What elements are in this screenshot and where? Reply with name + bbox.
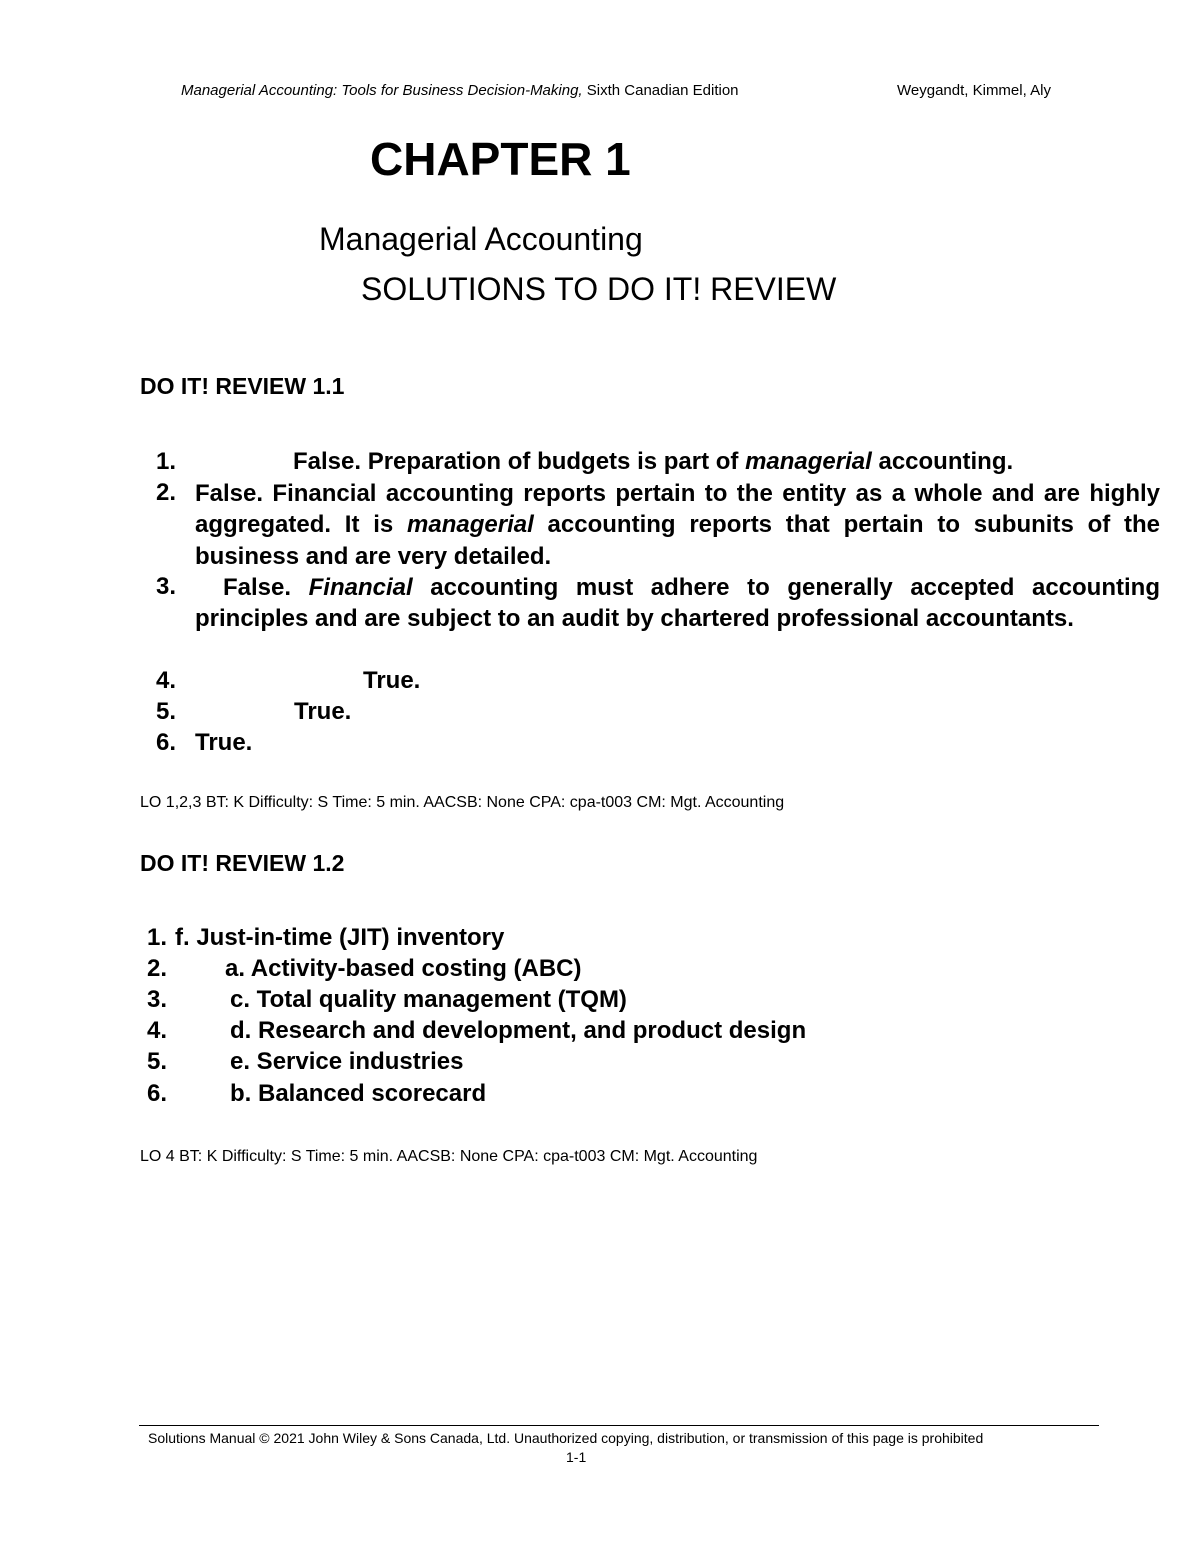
item-number: 3. bbox=[156, 573, 177, 600]
running-header-authors: Weygandt, Kimmel, Aly bbox=[897, 82, 1051, 99]
item-number: 5. bbox=[147, 1048, 168, 1075]
edition: Sixth Canadian Edition bbox=[582, 82, 739, 99]
item-text: e. Service industries bbox=[230, 1048, 464, 1075]
item-text: True. bbox=[195, 729, 253, 756]
item-number: 5. bbox=[156, 698, 177, 725]
item-text: c. Total quality management (TQM) bbox=[230, 986, 627, 1013]
footer-divider bbox=[139, 1425, 1099, 1426]
item-number: 4. bbox=[156, 667, 177, 694]
review-1-2-item-1 bbox=[0, 924, 1200, 955]
item-number: 6. bbox=[147, 1080, 168, 1107]
section-title: SOLUTIONS TO DO IT! REVIEW bbox=[361, 271, 837, 307]
running-header-title bbox=[181, 82, 739, 99]
review-1-2-item-3 bbox=[0, 986, 1200, 1017]
item-number: 2. bbox=[156, 479, 177, 506]
item-number: 1. bbox=[156, 448, 177, 475]
review-1-1-item-3-text: False. Financial accounting must adhere to generally accepted accounting principles and are subject to an audit by chartered professional accountants. bbox=[195, 574, 1160, 633]
footer-copyright: Solutions Manual © 2021 John Wiley & Sons Canada, Ltd. Unauthorized copying, distribution, or transmission of this page is prohibited bbox=[148, 1430, 984, 1446]
item-number: 3. bbox=[147, 986, 168, 1013]
item-text: a. Activity-based costing (ABC) bbox=[225, 955, 582, 982]
review-1-1-item-6 bbox=[0, 729, 1200, 760]
item-number: 6. bbox=[156, 729, 177, 756]
item-number: 4. bbox=[147, 1017, 168, 1044]
item-number: 1. bbox=[147, 924, 168, 951]
item-number: 2. bbox=[147, 955, 168, 982]
review-1-2-tags: LO 4 BT: K Difficulty: S Time: 5 min. AACSB: None CPA: cpa-t003 CM: Mgt. Accounting bbox=[140, 1148, 758, 1165]
item-text: b. Balanced scorecard bbox=[230, 1080, 487, 1107]
page-number: 1-1 bbox=[566, 1449, 587, 1465]
review-1-2-item-2 bbox=[0, 955, 1200, 986]
item-text: True. bbox=[363, 667, 421, 694]
review-1-2-item-6 bbox=[0, 1080, 1200, 1111]
book-title: Managerial Accounting: Tools for Business Decision-Making, bbox=[181, 82, 583, 99]
review-1-2-item-4 bbox=[0, 1017, 1200, 1048]
review-1-1-item-1 bbox=[0, 448, 1200, 479]
item-text: False. Preparation of budgets is part of managerial accounting. bbox=[293, 448, 1014, 475]
item-text: d. Research and development, and product design bbox=[230, 1017, 807, 1044]
review-1-1-item-2-text: False. Financial accounting reports pertain to the entity as a whole and are highly aggregated. It is managerial accounting reports that pertain to subunits of the business and are very detailed. bbox=[195, 480, 1160, 570]
chapter-subtitle: Managerial Accounting bbox=[319, 221, 643, 257]
item-text: True. bbox=[294, 698, 352, 725]
review-1-1-item-5 bbox=[0, 698, 1200, 729]
item-text: f. Just-in-time (JIT) inventory bbox=[175, 924, 505, 951]
review-1-2-item-5 bbox=[0, 1048, 1200, 1079]
review-1-2-heading: DO IT! REVIEW 1.2 bbox=[140, 850, 345, 876]
review-1-1-item-4 bbox=[0, 667, 1200, 698]
review-1-1-heading: DO IT! REVIEW 1.1 bbox=[140, 373, 345, 399]
chapter-title: CHAPTER 1 bbox=[370, 133, 631, 185]
review-1-1-tags: LO 1,2,3 BT: K Difficulty: S Time: 5 min. AACSB: None CPA: cpa-t003 CM: Mgt. Accounting bbox=[140, 794, 785, 811]
